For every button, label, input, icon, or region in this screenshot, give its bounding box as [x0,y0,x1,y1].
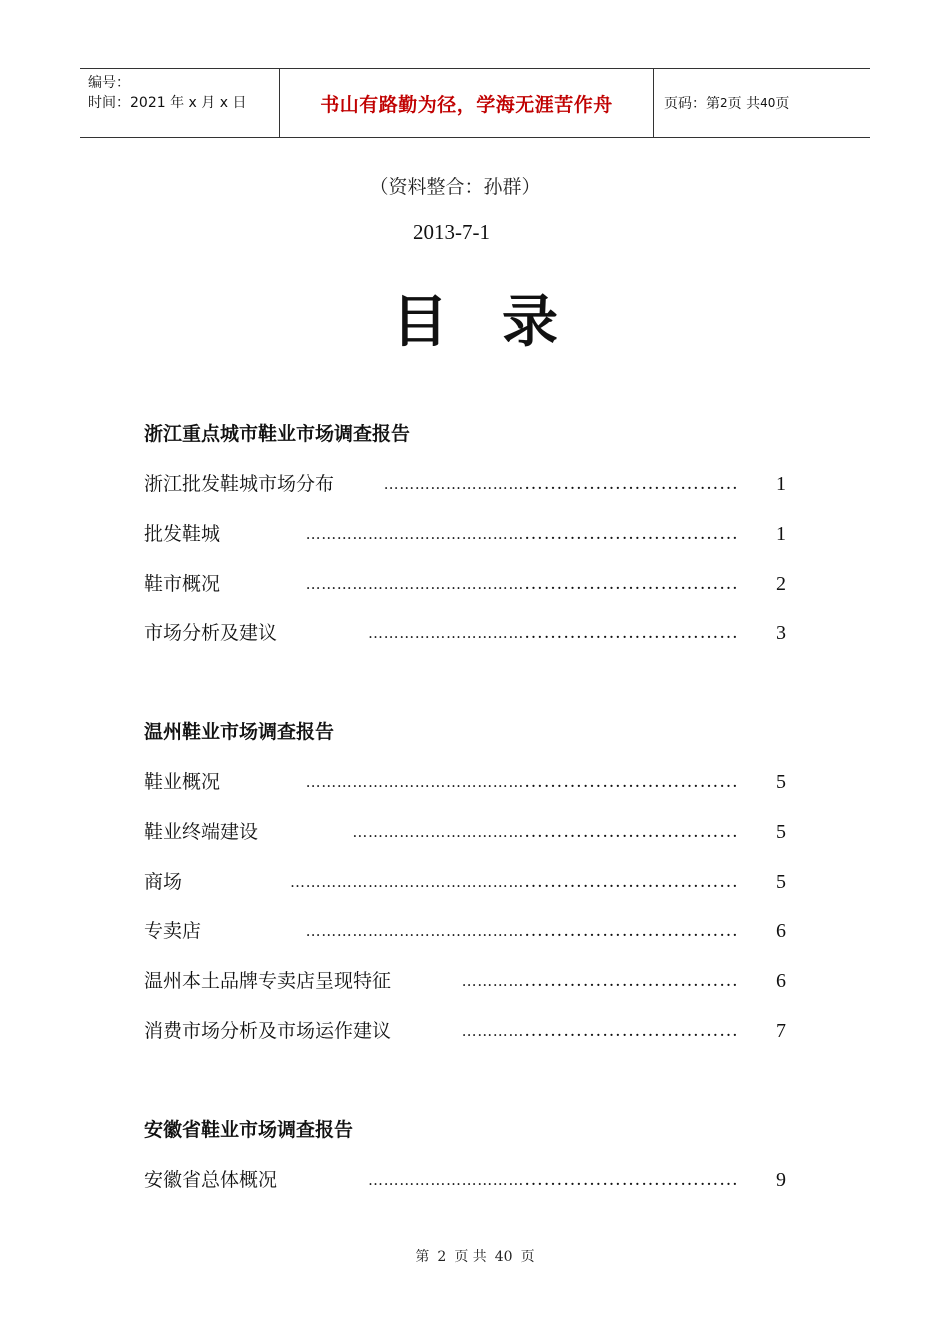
entry-label: 专卖店 [144,920,202,943]
entry-page: 7 [776,1019,786,1042]
leader-dots: ……………………………………… [290,872,524,891]
leader-dots: …………………………… [524,970,739,992]
leader-dots: …………………………… [524,1019,739,1041]
page-total: 40 [760,96,776,110]
code-label: 编号： [88,75,130,91]
leader-dots: …………………………… [524,771,739,792]
entry-label: 消费市场分析及市场运作建议 [144,1019,392,1042]
leader-dots: ………………………… [368,624,524,643]
entry-label: 鞋市概况 [144,572,221,595]
leader-dots: …………………………… [524,522,739,544]
leader-dots: …………………………… [524,870,739,892]
toc-entry[interactable] [144,1015,794,1047]
toc-title-char2: 录 [502,290,558,355]
toc-section [144,716,794,1065]
page-prefix: 页码：第 [664,96,720,112]
footer-total: 40 [494,1249,513,1265]
toc-entry[interactable] [144,568,794,600]
compiler-note: （资料整合：孙群） [369,176,541,198]
entry-label: 安徽省总体概况 [144,1169,278,1191]
toc-entry[interactable] [144,816,794,848]
leader-dots: …………………………………… [305,524,524,543]
toc-section [144,1114,794,1214]
leader-dots: …………………………………… [305,922,524,941]
header-motto: 书山有路勤为径，学海无涯苦作舟 [280,69,654,137]
entry-page: 6 [776,970,786,993]
toc-title [0,278,950,358]
toc-entry[interactable] [144,866,794,898]
footer-suffix: 页 [520,1249,535,1265]
section-heading: 温州鞋业市场调查报告 [144,721,335,743]
leader-dots: ………… [461,1021,524,1040]
leader-dots: …………………………… [524,572,739,594]
toc-entry[interactable] [144,468,794,500]
toc-section [144,418,794,667]
toc-entry[interactable] [144,617,794,649]
page-current: 2 [720,96,728,110]
header-meta [80,69,280,137]
section-heading: 浙江重点城市鞋业市场调查报告 [144,423,411,445]
footer-prefix: 第 [415,1249,430,1265]
entry-page: 6 [776,920,786,943]
document-date: 2013-7-1 [413,220,490,244]
document-header [80,68,870,138]
leader-dots: …………………………… [524,920,739,942]
entry-page: 5 [776,771,786,793]
entry-page: 5 [776,820,786,843]
toc-entry[interactable] [144,965,794,997]
leader-dots: …………………………… [524,820,739,842]
leader-dots: …………………………… [524,1169,739,1190]
time-label: 时间：2021 年 x 月 x 日 [88,95,247,111]
entry-page: 1 [776,522,786,545]
toc-entry[interactable] [144,1164,794,1196]
entry-label: 浙江批发鞋城市场分布 [144,473,335,495]
entry-label: 商场 [144,870,183,893]
leader-dots: …………………………… [524,622,739,644]
entry-label: 市场分析及建议 [144,622,278,645]
toc-entry[interactable] [144,766,794,798]
leader-dots: …………………………………… [305,574,524,593]
page-suffix: 页 [775,96,790,112]
entry-label: 鞋业终端建设 [144,820,259,843]
entry-page: 9 [776,1169,786,1191]
section-heading: 安徽省鞋业市场调查报告 [144,1119,354,1141]
leader-dots: …………………………………… [305,773,524,791]
footer-current: 2 [437,1249,447,1265]
footer-mid: 页 共 [454,1249,487,1265]
entry-label: 批发鞋城 [144,522,221,545]
header-page-info [654,69,870,137]
entry-label: 温州本土品牌专卖店呈现特征 [144,970,392,993]
entry-page: 3 [776,622,786,645]
toc-entry[interactable] [144,518,794,550]
leader-dots: …………………………… [524,473,739,494]
entry-page: 2 [776,572,786,595]
entry-page: 1 [776,473,786,495]
toc-title-char1: 目 [392,290,448,355]
entry-page: 5 [776,870,786,893]
leader-dots: ………………………… [368,1171,524,1189]
leader-dots: …………………………… [352,822,524,841]
leader-dots: ……………………… [383,475,524,493]
page-mid: 页 共 [727,96,761,112]
entry-label: 鞋业概况 [144,771,221,793]
toc-entry[interactable] [144,915,794,947]
leader-dots: ………… [461,972,524,991]
page-footer [0,1246,950,1266]
